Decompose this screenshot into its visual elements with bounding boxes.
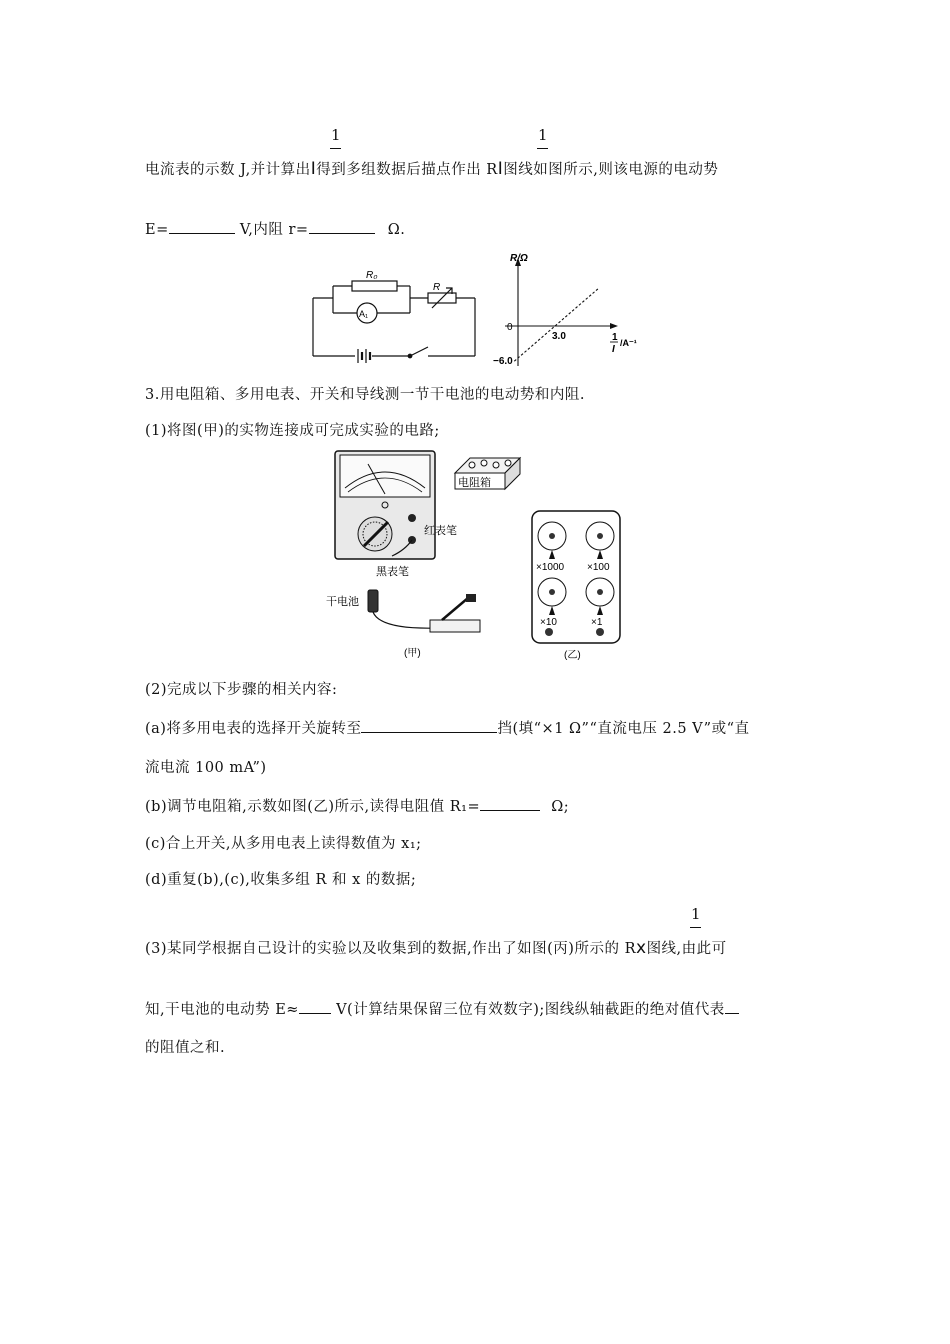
x-axis-arrow (610, 323, 618, 329)
fraction-bar (330, 148, 341, 149)
text: 知,干电池的电动势 E≈ (145, 1002, 299, 1018)
question-3-part-3-cont (145, 998, 739, 1019)
text: 图线如图所示,则该电源的电动势 (503, 162, 719, 178)
paragraph-1 (145, 158, 718, 179)
text: 电流表的示数 J,并计算出 (145, 162, 311, 178)
answer-blank-emf[interactable] (169, 219, 235, 234)
red-probe-label: 红表笔 (424, 525, 457, 537)
battery-and-switch (368, 590, 480, 632)
resistor-box-label: 电阻箱 (458, 477, 491, 489)
fraction-numerator: 1 (538, 126, 548, 144)
figure-jia-caption: (甲) (404, 648, 421, 659)
apparatus-figure (320, 448, 630, 670)
question-3-part-3-end: 的阻值之和. (145, 1040, 226, 1056)
graph (493, 253, 637, 367)
text: 图线,由此可 (646, 941, 727, 957)
paragraph-2 (145, 218, 405, 239)
step-a-line-2: 流电流 100 mA”) (145, 760, 267, 776)
fraction-denominator: I (310, 159, 317, 179)
answer-blank-r1[interactable] (480, 796, 540, 811)
step-d: (d)重复(b),(c),收集多组 R 和 x 的数据; (145, 872, 417, 888)
fraction-numerator: 1 (331, 126, 341, 144)
ammeter-label: A₁ (359, 309, 369, 319)
y-axis-label: R/Ω (510, 253, 528, 264)
fraction-bar (690, 927, 701, 928)
text: 得到多组数据后描点作出 R (316, 162, 498, 178)
answer-blank-emf-value[interactable] (299, 999, 331, 1014)
x-tick-label: 3.0 (552, 331, 566, 342)
text: Ω. (387, 222, 406, 238)
fraction-denominator: x (636, 938, 647, 958)
answer-blank-range[interactable] (361, 718, 497, 733)
fraction-numerator: 1 (691, 905, 701, 923)
question-3-part-1: (1)将图(甲)的实物连接成可完成实验的电路; (145, 423, 440, 439)
text: V(计算结果保留三位有效数字);图线纵轴截距的绝对值代表 (336, 1002, 725, 1018)
multiplier-1-label: ×1 (591, 617, 603, 628)
x-label-denominator: I (612, 344, 615, 355)
x-label-numerator: 1 (612, 332, 618, 343)
question-3-part-3 (145, 937, 727, 958)
question-3-part-2: (2)完成以下步骤的相关内容: (145, 682, 338, 698)
text: (a)将多用电表的选择开关旋转至 (145, 721, 362, 737)
step-a-line-1 (145, 717, 749, 738)
circuit-diagram (313, 281, 475, 363)
text: E= (145, 222, 169, 238)
text: Ω; (551, 799, 570, 815)
y-tick-label: −6.0 (493, 356, 513, 367)
text: V,内阻 r= (239, 222, 309, 238)
text: (b)调节电阻箱,示数如图(乙)所示,读得电阻值 R₁= (145, 799, 481, 815)
data-line (514, 289, 598, 362)
multiplier-1000-label: ×1000 (536, 562, 565, 573)
step-c: (c)合上开关,从多用电表上读得数值为 x₁; (145, 836, 422, 852)
step-b (145, 795, 569, 816)
answer-blank-resistance[interactable] (309, 219, 375, 234)
rheostat-label: R (433, 282, 441, 293)
multimeter (335, 451, 435, 559)
text: (3)某同学根据自己设计的实验以及收集到的数据,作出了如图(丙)所示的 R (145, 941, 636, 957)
fraction-denominator: I (497, 159, 504, 179)
origin-label: 0 (507, 322, 513, 333)
question-3-title: 3.用电阻箱、多用电表、开关和导线测一节干电池的电动势和内阻. (145, 387, 585, 403)
answer-blank-intercept[interactable] (725, 999, 739, 1014)
multiplier-100-label: ×100 (587, 562, 610, 573)
x-label-unit: /A⁻¹ (620, 338, 637, 348)
multiplier-10-label: ×10 (540, 617, 557, 628)
black-probe-label: 黑表笔 (376, 566, 409, 578)
battery-label: 干电池 (326, 596, 359, 608)
text: 挡(填“×1 Ω”“直流电压 2.5 V”或“直 (497, 721, 750, 737)
circuit-and-graph-figure (300, 248, 650, 373)
fraction-bar (537, 148, 548, 149)
figure-yi-caption: (乙) (564, 650, 581, 661)
r0-label: R₀ (366, 270, 378, 281)
